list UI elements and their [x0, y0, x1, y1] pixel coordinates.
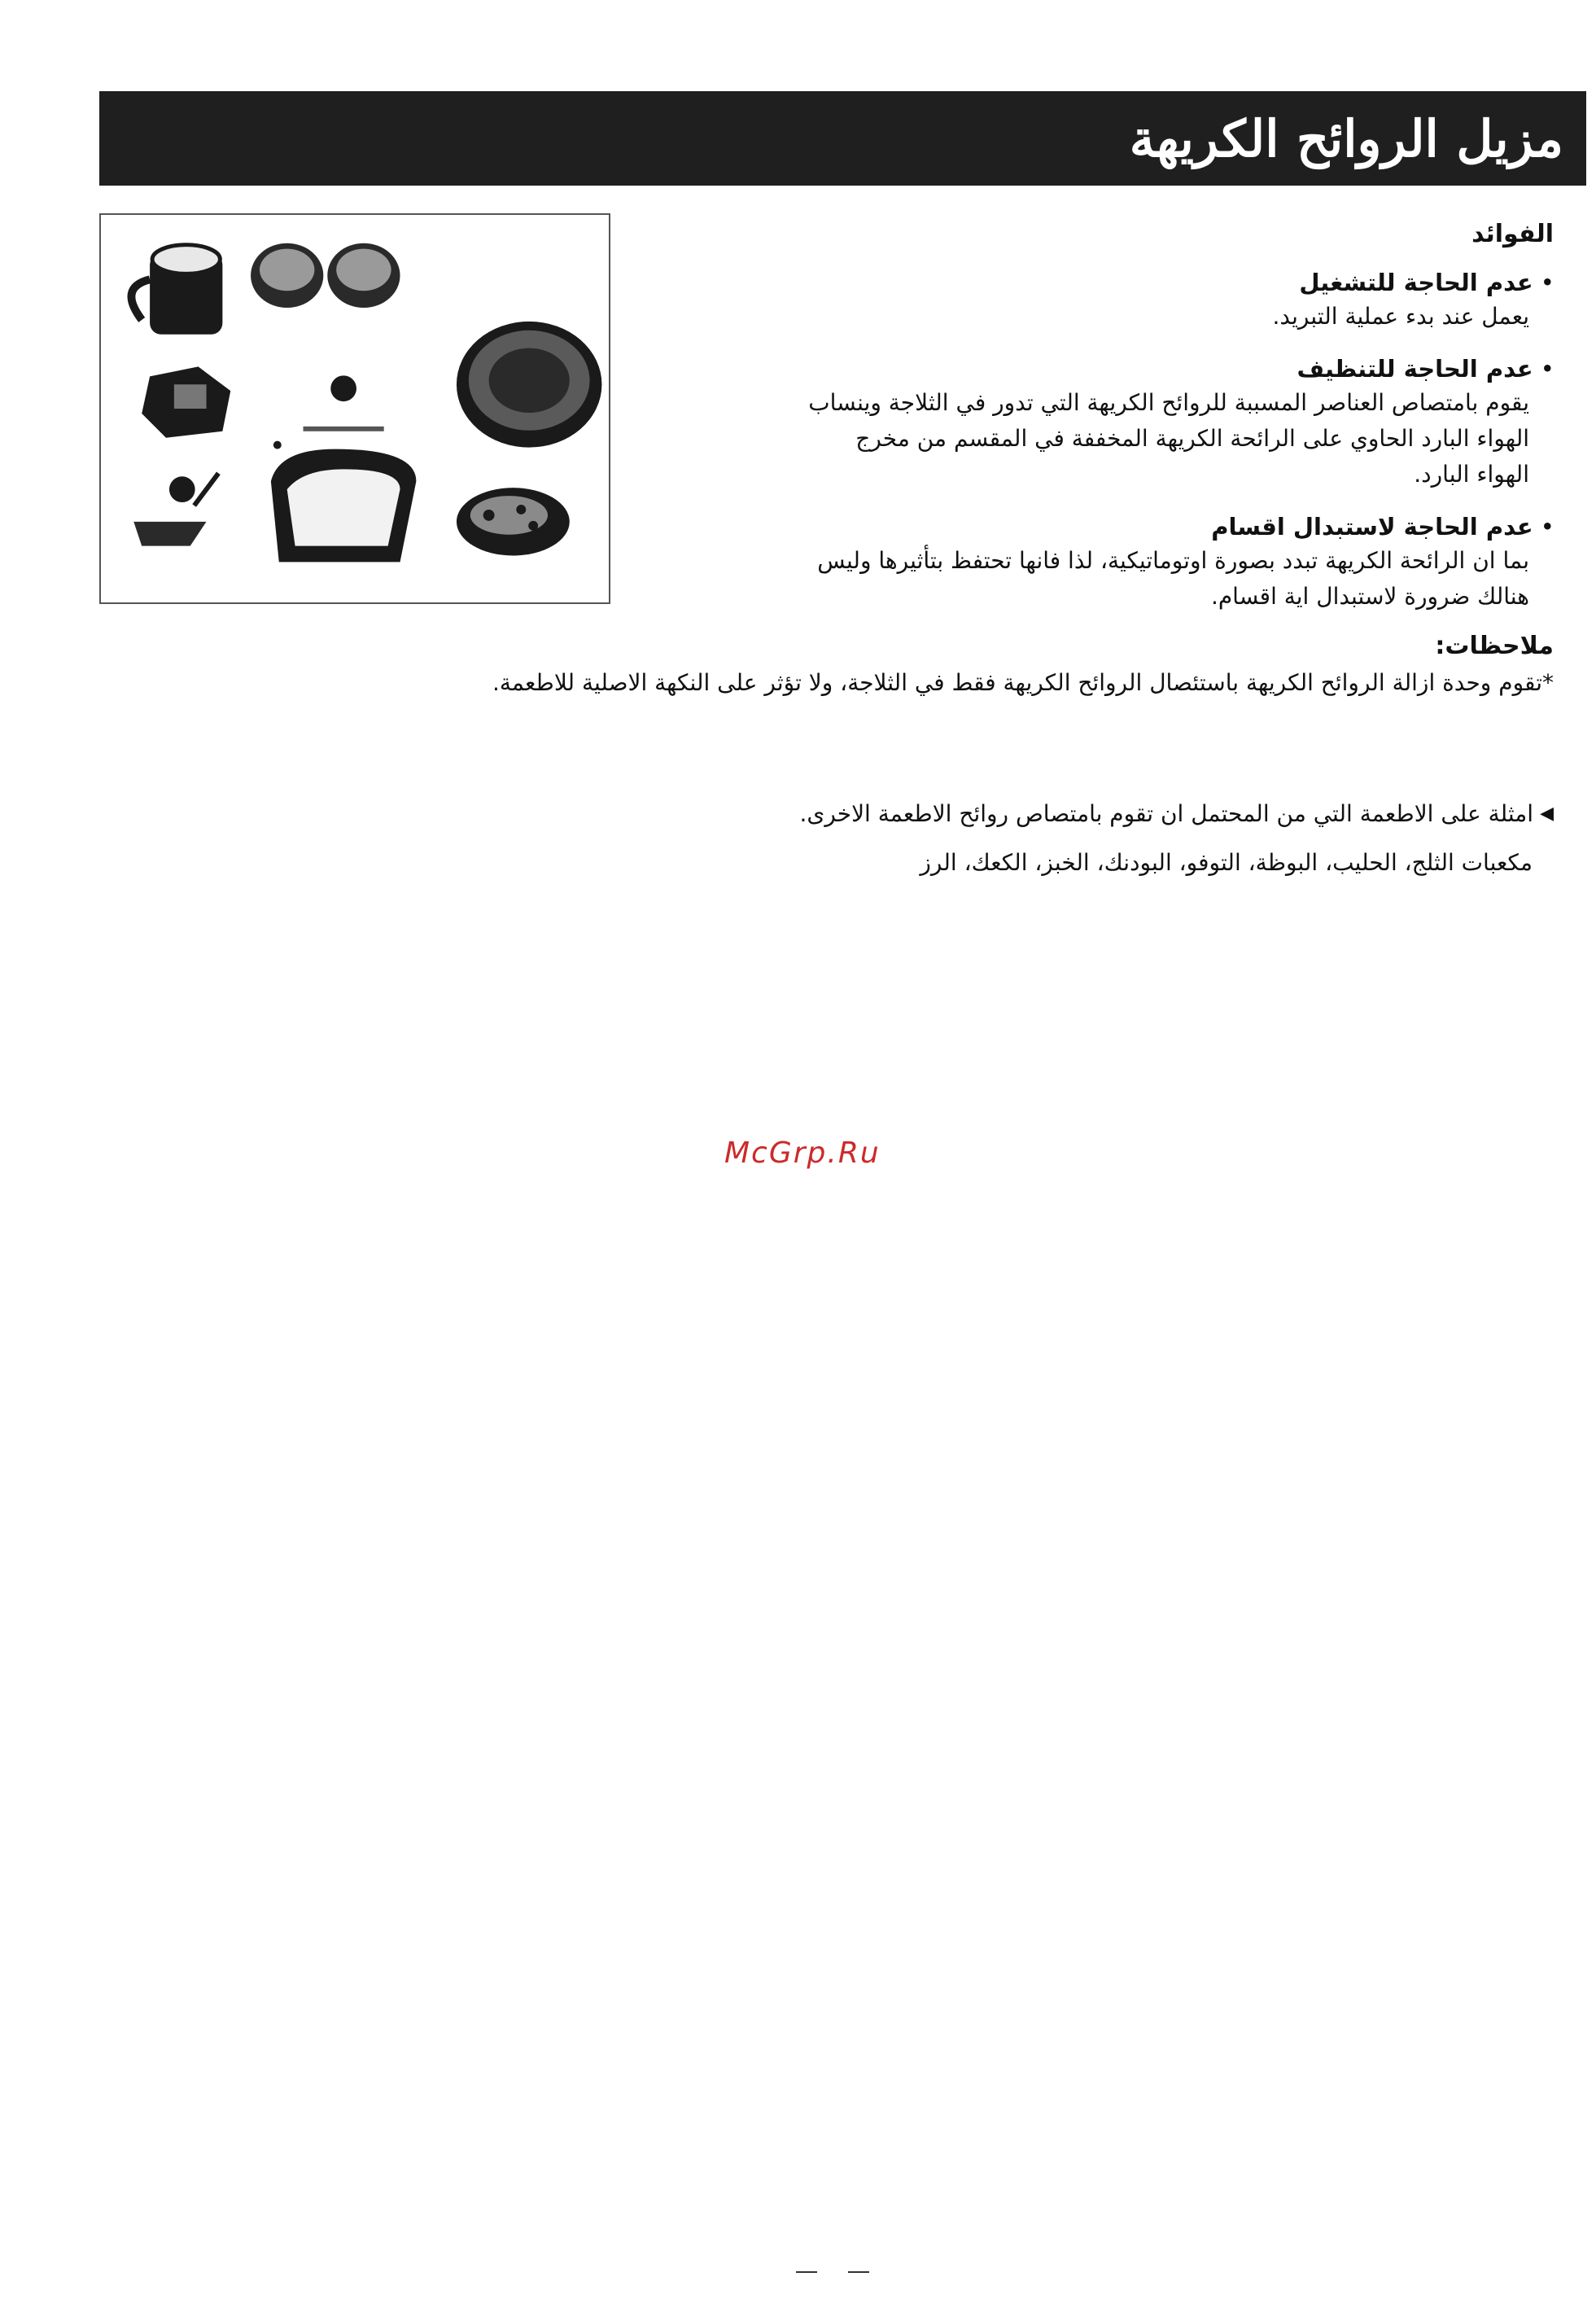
- triangle-pointer-icon: ◀: [1540, 803, 1554, 824]
- benefit-description: بما ان الرائحة الكريهة تبدد بصورة اوتوماتيكية، لذا فانها تحتفظ بتأثيرها وليس هنالك ضرورة لاستبدال اية اقسام.: [817, 547, 1529, 610]
- notes-title: ملاحظات:: [1435, 632, 1554, 660]
- bullet-icon: •: [1541, 515, 1554, 538]
- dessert-cup-icon: [251, 243, 400, 308]
- bread-icon: [271, 449, 417, 563]
- pudding-icon: [133, 473, 218, 545]
- benefit-item: [496, 352, 1554, 493]
- notes-section: [89, 628, 1554, 702]
- page-footer-marks: [796, 2271, 869, 2273]
- benefit-title: عدم الحاجة لاستبدال اقسام: [1211, 513, 1533, 541]
- title-bar: [99, 91, 1586, 186]
- benefit-item: [496, 266, 1554, 335]
- examples-lead: امثلة على الاطعمة التي من المحتمل ان تقوم بامتصاص روائح الاطعمة الاخرى.: [799, 800, 1534, 827]
- tofu-icon: [142, 366, 230, 437]
- benefits-heading: الفوائد: [1471, 220, 1554, 248]
- benefit-title: عدم الحاجة للتشغيل: [1299, 269, 1533, 296]
- benefits-section: [496, 213, 1554, 633]
- footer-dash: [848, 2271, 869, 2273]
- bullet-icon: •: [1541, 271, 1554, 294]
- page-title: مزيل الروائح الكريهة: [1129, 108, 1563, 169]
- benefit-item: [496, 510, 1554, 615]
- examples-list: مكعبات الثلج، الحليب، البوظة، التوفو، البودنك، الخبز، الكعك، الرز: [920, 849, 1533, 876]
- benefit-description: يعمل عند بدء عملية التبريد.: [1272, 303, 1529, 330]
- watermark: McGrp.Ru: [724, 1136, 881, 1170]
- notes-text: *تقوم وحدة ازالة الروائح الكريهة باستئصال الروائح الكريهة فقط في الثلاجة، ولا تؤثر على النكهة الاصلية للاطعمة.: [492, 669, 1554, 696]
- mug-icon: [131, 245, 222, 335]
- benefit-description: يقوم بامتصاص العناصر المسببة للروائح الكريهة التي تدور في الثلاجة وينساب الهواء البارد الحاوي على الرائحة الكريهة المخففة في المقسم من مخرج الهواء البارد.: [808, 389, 1529, 488]
- examples-section: [89, 796, 1554, 881]
- benefit-title: عدم الحاجة للتنظيف: [1296, 355, 1533, 383]
- footer-dash: [796, 2271, 817, 2273]
- garnish-icon: [273, 375, 384, 449]
- bullet-icon: •: [1541, 357, 1554, 380]
